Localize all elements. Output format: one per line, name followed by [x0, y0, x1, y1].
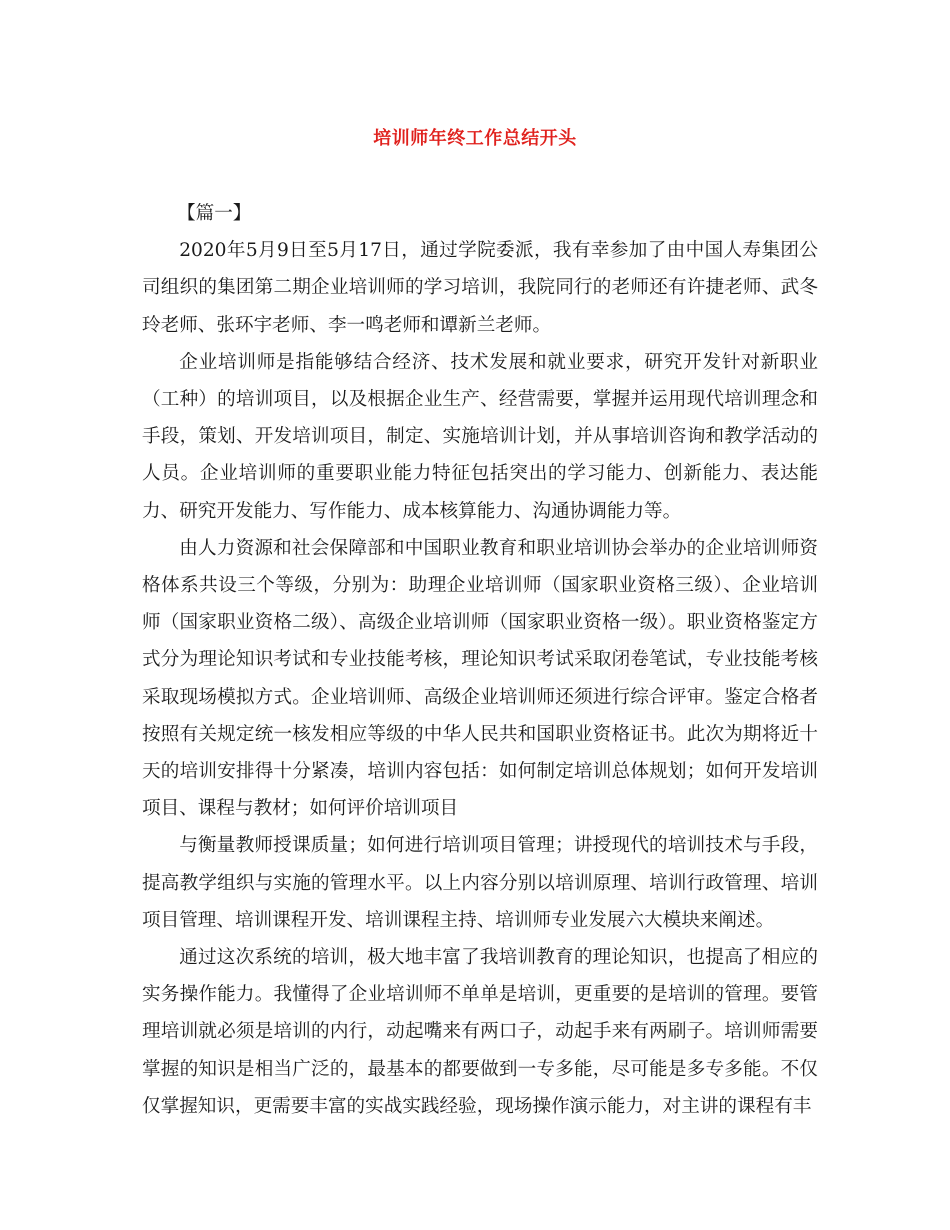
section-label: 【篇一】 [177, 203, 252, 224]
paragraph-4: 与衡量教师授课质量；如何进行培训项目管理；讲授现代的培训技术与手段，提高教学组织与实施的管理水平。以上内容分别以培训原理、培训行政管理、培训项目管理、培训课程开发、培训课程主持、培训师专业发展六大模块来阐述。 [142, 835, 818, 931]
document-title: 培训师年终工作总结开头 [373, 128, 577, 149]
paragraph-1: 2020年5月9日至5月17日，通过学院委派，我有幸参加了由中国人寿集团公司组织的集团第二期企业培训师的学习培训，我院同行的老师还有许捷老师、武冬玲老师、张环宇老师、李一鸣老师和谭新兰老师。 [142, 240, 818, 336]
paragraph-5: 通过这次系统的培训，极大地丰富了我培训教育的理论知识，也提高了相应的实务操作能力。我懂得了企业培训师不单单是培训，更重要的是培训的管理。要管理培训就必须是培训的内行，动起嘴来有两口子，动起手来有两刷子。培训师需要掌握的知识是相当广泛的，最基本的都要做到一专多能，尽可能是多专多能。不仅仅掌握知识，更需要丰富的实战实践经验，现场操作演示能力，对主讲的课程有丰 [142, 947, 818, 1117]
document-body [142, 195, 818, 1125]
paragraph-2: 企业培训师是指能够结合经济、技术发展和就业要求，研究开发针对新职业（工种）的培训项目，以及根据企业生产、经营需要，掌握并运用现代培训理念和手段，策划、开发培训项目，制定、实施培训计划，并从事培训咨询和教学活动的人员。企业培训师的重要职业能力特征包括突出的学习能力、创新能力、表达能力、研究开发能力、写作能力、成本核算能力、沟通协调能力等。 [142, 351, 818, 522]
paragraph-3: 由人力资源和社会保障部和中国职业教育和职业培训协会举办的企业培训师资格体系共设三个等级，分别为：助理企业培训师（国家职业资格三级）、企业培训师（国家职业资格二级）、高级企业培训师（国家职业资格一级）。职业资格鉴定方式分为理论知识考试和专业技能考核，理论知识考试采取闭卷笔试，专业技能考核采取现场模拟方式。企业培训师、高级企业培训师还须进行综合评审。鉴定合格者按照有关规定统一核发相应等级的中华人民共和国职业资格证书。此次为期将近十天的培训安排得十分紧凑，培训内容包括：如何制定培训总体规划；如何开发培训项目、课程与教材；如何评价培训项目 [142, 537, 818, 820]
